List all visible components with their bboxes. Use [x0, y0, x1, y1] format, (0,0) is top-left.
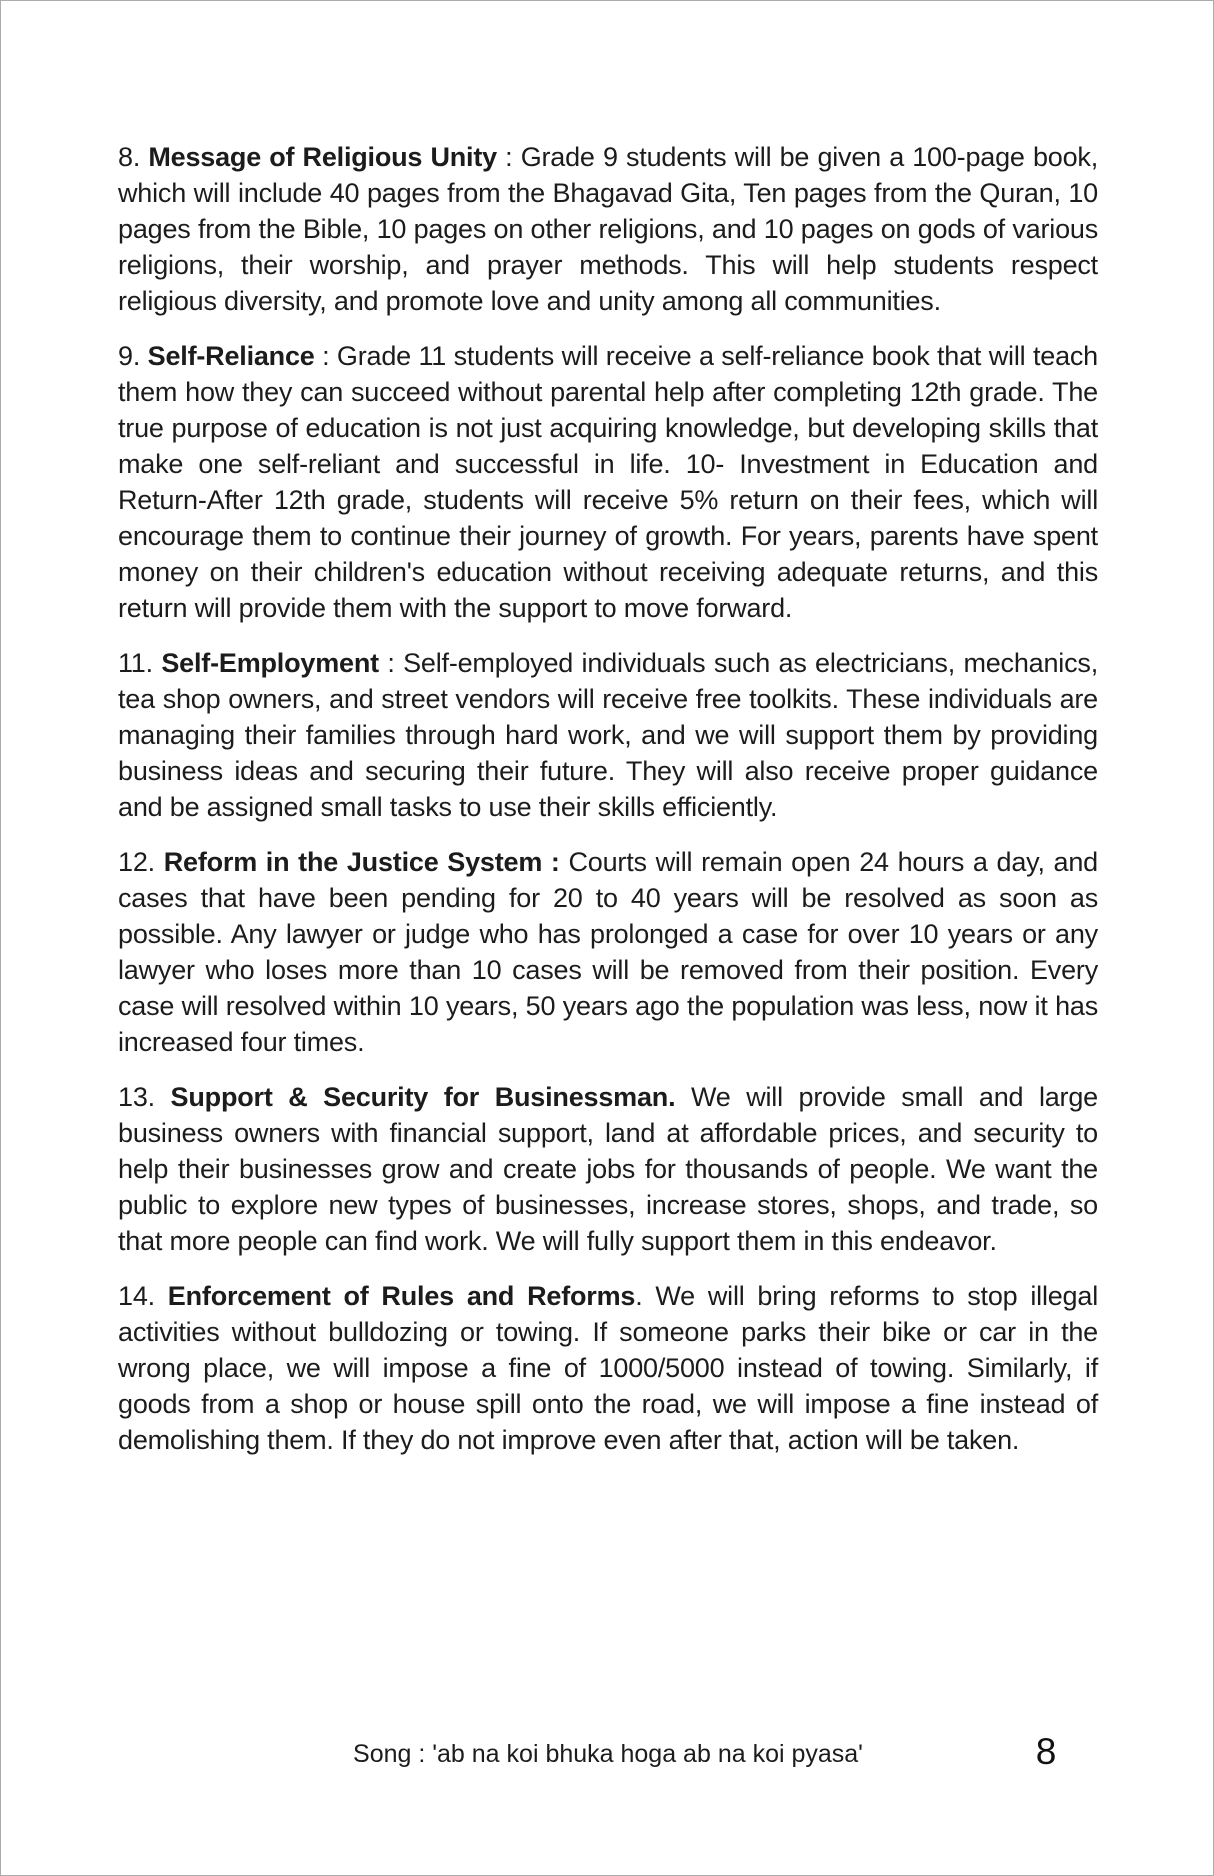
- paragraph-number: 11.: [118, 648, 162, 678]
- page-footer: [1, 1729, 1214, 1789]
- paragraph-number: 14.: [118, 1281, 168, 1311]
- footer-song-quote: Song : 'ab na koi bhuka hoga ab na koi pyasa': [353, 1740, 863, 1768]
- paragraph-body: . We will bring reforms to stop illegal activities without bulldozing or towing. If someone parks their bike or car in the wrong place, we will impose a fine of 1000/5000 instead of towing. Similarly, if goods from a shop or house spill onto the road, we will impose a fine instead of demolishing them. If they do not improve even after that, action will be taken.: [118, 1281, 1098, 1455]
- paragraph-number: 12.: [118, 847, 164, 877]
- paragraph-number: 8.: [118, 142, 149, 172]
- paragraph-8-religious-unity: [118, 139, 1098, 319]
- paragraph-body: : Self-employed individuals such as electricians, mechanics, tea shop owners, and street vendors will receive free toolkits. These individuals are managing their families through hard work, and we will support them by providing business ideas and securing their future. They will also receive proper guidance and be assigned small tasks to use their skills efficiently.: [118, 648, 1098, 822]
- paragraph-body: Courts will remain open 24 hours a day, and cases that have been pending for 20 to 40 years will be resolved as soon as possible. Any lawyer or judge who has prolonged a case for over 10 years or any lawyer who loses more than 10 cases will be removed from their position. Every case will resolved within 10 years, 50 years ago the population was less, now it has increased four times.: [118, 847, 1098, 1057]
- paragraph-number: 13.: [118, 1082, 171, 1112]
- paragraph-13-businessman-support: [118, 1079, 1098, 1259]
- paragraph-body: : Grade 9 students will be given a 100-page book, which will include 40 pages from the Bhagavad Gita, Ten pages from the Quran, 10 pages from the Bible, 10 pages on other religions, and 10 pages on gods of various religions, their worship, and prayer methods. This will help students respect religious diversity, and promote love and unity among all communities.: [118, 142, 1099, 316]
- paragraph-title: Reform in the Justice System :: [163, 847, 560, 877]
- paragraph-9-self-reliance: [118, 338, 1098, 626]
- paragraph-number: 9.: [118, 341, 148, 371]
- page-number: 8: [1035, 1731, 1057, 1772]
- paragraph-14-rules-enforcement: [118, 1278, 1098, 1458]
- paragraph-title: Message of Religious Unity: [148, 142, 497, 172]
- paragraph-body: : Grade 11 students will receive a self-reliance book that will teach them how they can succeed without parental help after completing 12th grade. The true purpose of education is not just acquiring knowledge, but developing skills that make one self-reliant and successful in life. 10- Investment in Education and Return-After 12th grade, students will receive 5% return on their fees, which will encourage them to continue their journey of growth. For years, parents have spent money on their children's education without receiving adequate returns, and this return will provide them with the support to move forward.: [118, 341, 1098, 623]
- paragraph-11-self-employment: [118, 645, 1098, 825]
- paragraph-body: We will provide small and large business owners with financial support, land at affordable prices, and security to help their businesses grow and create jobs for thousands of people. We want the public to explore new types of businesses, increase stores, shops, and trade, so that more people can find work. We will fully support them in this endeavor.: [118, 1082, 1098, 1256]
- paragraph-title: Support & Security for Businessman.: [170, 1082, 676, 1112]
- paragraph-12-justice-reform: [118, 844, 1098, 1060]
- paragraph-title: Self-Employment: [161, 648, 379, 678]
- paragraph-title: Enforcement of Rules and Reforms: [167, 1281, 636, 1311]
- paragraph-title: Self-Reliance: [147, 341, 315, 371]
- page-body-text: [118, 139, 1098, 1477]
